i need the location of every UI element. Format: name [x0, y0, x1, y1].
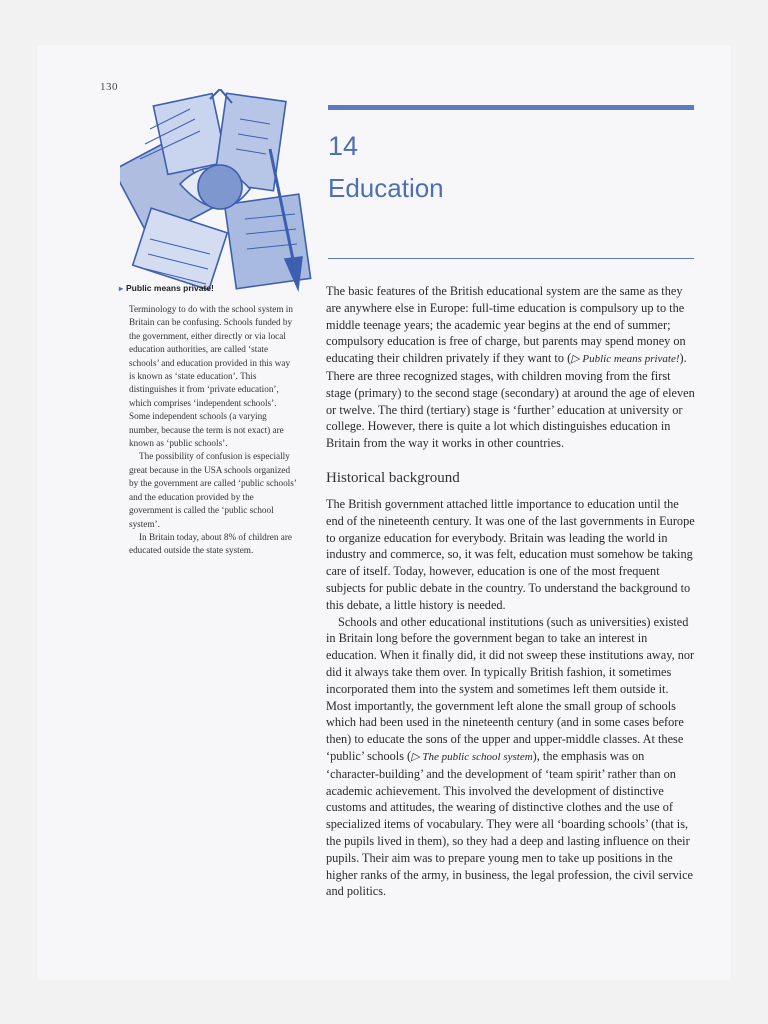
intro-paragraph — [326, 283, 696, 452]
body-paragraph: The British government attached little importance to education until the end of the nineteenth century. It was one of the last governments in Europe to organize education for everybody. Britain was leading the world in industry and commerce, so, it was felt, education must somehow be taking care of itself. Today, however, education is one of the most frequent subjects for public debate in the country. To understand the background to this debate, a little history is needed. — [326, 496, 695, 612]
section-heading: Historical background — [326, 469, 460, 486]
chapter-title: Education — [328, 173, 444, 203]
page-number: 130 — [100, 81, 118, 93]
cross-reference-link[interactable]: ▷ Public means private! — [571, 353, 680, 366]
chapter-bottom-rule — [328, 258, 694, 259]
sidebar-heading — [119, 283, 297, 293]
para2-text-b: ), the emphasis was on ‘character-building’ and the development of ‘team spirit’ rather than on academic achievement. This involved the development of distinctive customs and attitudes, the wearing of distinctive clothes and the use of specialized items of vocabulary. They were all ‘boarding schools’ (that is, the pupils lived in them), so they had a deep and lasting influence on their pupils. Their aim was to prepare young men to take up positions in the higher ranks of the army, in business, the legal profession, the civil service and politics. — [326, 748, 693, 899]
intro-text-b: ). There are three recognized stages, with children moving from the first stage (primary) to the second stage (secondary) at around the age of eleven or twelve. The third (tertiary) stage is ‘further’ education at university or college. However, there is quite a lot which distinguishes education in Britain from the way it works in other countries. — [326, 351, 695, 451]
cross-reference-link[interactable]: ▷ The public school system — [411, 750, 533, 763]
triangle-icon: ▸ — [119, 284, 124, 293]
intro-text-a: The basic features of the British educational system are the same as they are anywhere else in Europe: full-time education is compulsory up to the middle teenage years; the academic year begins at the end of summer; compulsory education is free of charge, but parents may spend money on educating their children privately if they want to ( — [326, 284, 686, 366]
chapter-illustration — [120, 89, 325, 301]
para2-text-a: Schools and other educational institutions (such as universities) existed in Britain long before the government began to take an interest in education. When it finally did, it did not sweep these institutions away, nor did it always take them over. In typically British fashion, it sometimes incorporated them into the system and sometimes left them outside it. Most importantly, the government left alone the small group of schools which had been used in the nineteenth century (and in some cases before then) to educate the sons of the upper and upper-middle classes. At these ‘public’ schools ( — [326, 614, 695, 763]
sidebar-paragraph: The possibility of confusion is especially great because in the USA schools organized by the government are called ‘public schools’ and the education provided by the government is called the ‘public school system’. — [129, 451, 297, 529]
sidebar-heading-text: Public means private! — [126, 283, 214, 293]
main-text — [326, 283, 696, 900]
sidebar-paragraph: In Britain today, about 8% of children are educated outside the state system. — [129, 531, 292, 556]
chapter-number: 14 — [328, 131, 359, 161]
chapter-top-rule — [328, 105, 694, 110]
sidebar-paragraph: Terminology to do with the school system in Britain can be confusing. Schools funded by the government, either directly or via local education authorities, are called ‘state schools’ and education provided in this way is known as ‘state education’. This distinguishes it from ‘private education’, which comprises ‘independent schools’. Some independent schools (a varying number, because the term is not exact) are known as ‘public schools’. — [129, 304, 293, 449]
body-paragraph — [326, 614, 696, 901]
sidebar-box — [119, 283, 297, 558]
